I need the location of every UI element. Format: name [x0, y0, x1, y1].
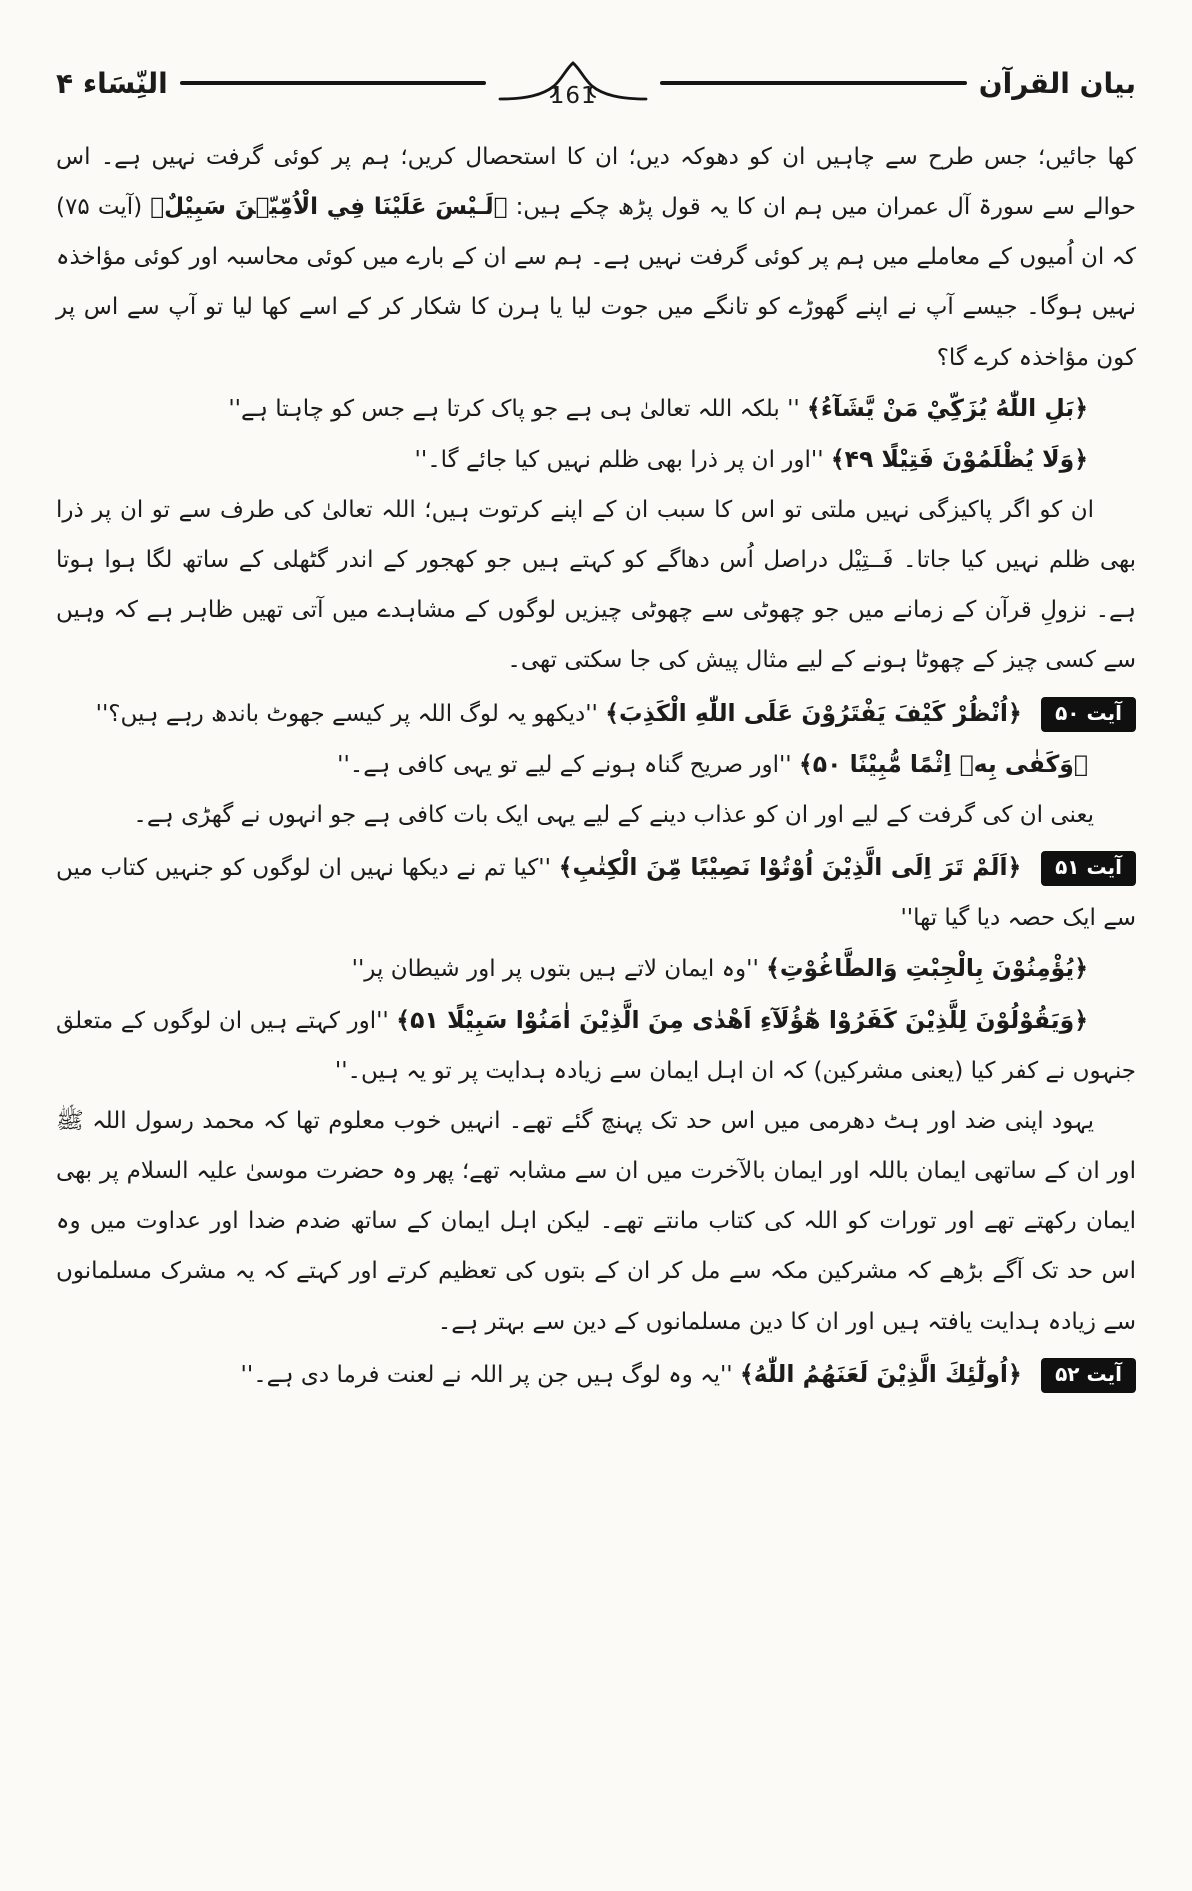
- ayat-marker: آیت ۵۰: [1041, 697, 1136, 732]
- page-body: [56, 132, 1136, 1400]
- paragraph-text: یعنی ان کی گرفت کے لیے اور ان کو عذاب دینے کے لیے یہی ایک بات کافی ہے جو انہوں نے گھڑی ہے۔: [133, 802, 1094, 828]
- paragraph: [56, 485, 1136, 686]
- paragraph: [56, 132, 1136, 383]
- verse-line: [56, 434, 1136, 485]
- quran-verse: ﴿وَيَقُوْلُوْنَ لِلَّذِيْنَ كَفَرُوْا هٰٓؤُلَآءِ اَهْدٰى مِنَ الَّذِيْنَ اٰمَنُوْا سَبِيْلًا ۵۱﴾: [396, 1005, 1089, 1034]
- surah-title: النِّسَاء ۴: [55, 66, 168, 100]
- verse-translation: ''کیا تم نے دیکھا نہیں ان لوگوں کو جنہیں کتاب میں سے ایک حصہ دیا گیا تھا'': [56, 855, 1136, 932]
- ayat-block: [56, 842, 1136, 943]
- quran-verse: ﴿اُنْظُرْ كَيْفَ يَفْتَرُوْنَ عَلَى اللّٰهِ الْكَذِبَ﴾: [605, 698, 1022, 727]
- paragraph-text: یہود اپنی ضد اور ہٹ دھرمی میں اس حد تک پہنچ گئے تھے۔ انہیں خوب معلوم تھا کہ محمد رسول اللہ ﷺ اور ان کے ساتھی ایمان باللہ اور ایمان بالآخرت میں ان سے مشابہ تھے؛ پھر وہ حضرت موسیٰ علیہ السلام پر بھی ایمان رکھتے تھے اور تورات کو اللہ کی کتاب مانتے تھے۔ لیکن اہل ایمان کے ساتھ ضدم ضدا اور عداوت میں وہ اس حد تک آگے بڑھے کہ مشرکین مکہ سے مل کر ان کے بتوں کی تعظیم کرتے اور کہتے کہ یہ مشرک مسلمانوں سے زیادہ ہدایت یافتہ ہیں اور ان کا دین مسلمانوں کے دین سے بہتر ہے۔: [56, 1108, 1136, 1335]
- verse-line: [56, 943, 1136, 994]
- verse-translation: ''وہ ایمان لاتے ہیں بتوں پر اور شیطان پر'': [351, 956, 759, 983]
- header-rule-left: [180, 81, 487, 85]
- paragraph-text: ان کو اگر پاکیزگی نہیں ملتی تو اس کا سبب ان کے اپنے کرتوت ہیں؛ اللہ تعالیٰ کی طرف سے تو ان پر ذرا بھی ظلم نہیں کیا جاتا۔ فَــتِيْل دراصل اُس دھاگے کو کہتے ہیں جو کھجور کے اندر گٹھلی کے ساتھ لگا ہوا ہوتا ہے۔ نزولِ قرآن کے زمانے میں جو چھوٹی سے چھوٹی چیزیں لوگوں کے مشاہدے میں آتی تھیں ظاہر ہے کہ وہیں سے کسی چیز کے چھوٹا ہونے کے لیے مثال پیش کی جا سکتی تھی۔: [56, 497, 1136, 674]
- verse-translation: '' بلکہ اللہ تعالیٰ ہی ہے جو پاک کرتا ہے جس کو چاہتا ہے'': [228, 395, 800, 422]
- page-number: 161: [549, 83, 597, 109]
- verse-line: [56, 739, 1136, 790]
- verse-line: [56, 995, 1136, 1096]
- ayat-marker: آیت ۵۲: [1041, 1358, 1136, 1393]
- quran-verse: ﴿وَكَفٰى بِهٖ اِثْمًا مُّبِيْنًا ۵۰﴾: [798, 749, 1088, 778]
- paragraph: [56, 1096, 1136, 1347]
- quran-verse: ﴿يُؤْمِنُوْنَ بِالْجِبْتِ وَالطَّاغُوْتِ﴾: [766, 954, 1088, 983]
- ayat-marker: آیت ۵۱: [1041, 851, 1136, 886]
- quran-verse: ﴿وَلَا يُظْلَمُوْنَ فَتِيْلًا ۴۹﴾: [830, 444, 1088, 473]
- page-header: [56, 54, 1136, 112]
- verse-translation: ''اور صریح گناہ ہونے کے لیے تو یہی کافی ہے۔'': [337, 751, 792, 778]
- quran-verse: ﴿بَلِ اللّٰهُ يُزَكِّيْ مَنْ يَّشَآءُ﴾: [807, 393, 1088, 422]
- verse-line: [56, 383, 1136, 434]
- ayat-block: [56, 688, 1136, 739]
- verse-translation: ''یہ وہ لوگ ہیں جن پر اللہ نے لعنت فرما دی ہے۔'': [240, 1361, 733, 1388]
- quran-verse: ﴿اُولٰٓئِكَ الَّذِيْنَ لَعَنَهُمُ اللّٰهُ﴾: [739, 1359, 1022, 1388]
- header-rule-right: [660, 81, 967, 85]
- verse-translation: ''اور کہتے ہیں ان لوگوں کے متعلق جنہوں نے کفر کیا (یعنی مشرکین) کہ ان اہل ایمان سے زیادہ ہدایت پر تو یہ ہیں۔'': [56, 1007, 1136, 1084]
- verse-translation: ''اور ان پر ذرا بھی ظلم نہیں کیا جائے گا۔'': [414, 446, 824, 473]
- book-title: بیان القرآن: [978, 66, 1136, 100]
- page-number-ornament: [498, 56, 648, 110]
- ayat-block: [56, 1349, 1136, 1400]
- quran-verse: ﴿اَلَمْ تَرَ اِلَى الَّذِيْنَ اُوْتُوْا نَصِيْبًا مِّنَ الْكِتٰبِ﴾: [558, 853, 1022, 882]
- paragraph-text: کھا جائیں؛ جس طرح سے چاہیں ان کو دھوکہ دیں؛ ان کا استحصال کریں؛ ہم پر کوئی گرفت نہیں ہے۔ اس حوالے سے سورۃ آل عمران میں ہم ان کا یہ قول پڑھ چکے ہیں:: [56, 144, 1137, 221]
- paragraph: [56, 790, 1136, 840]
- verse-translation: ''دیکھو یہ لوگ اللہ پر کیسے جھوٹ باندھ رہے ہیں؟'': [95, 700, 598, 727]
- inline-quran-verse: ﴿لَـيْسَ عَلَيْنَا فِي الْاُمِّيّٖنَ سَبِيْلٌ﴾: [150, 194, 508, 221]
- paragraph-text: (آیت ۷۵) کہ ان اُمیوں کے معاملے میں ہم پر کوئی گرفت نہیں ہے۔ ہم سے ان کے بارے میں کوئی محاسبہ اور کوئی مؤاخذہ نہیں ہوگا۔ جیسے آپ نے اپنے گھوڑے کو تانگے میں جوت لیا یا ہرن کا شکار کر کے اسے کھا لیا تو آپ سے اس پر کون مؤاخذہ کرے گا؟: [56, 194, 1136, 371]
